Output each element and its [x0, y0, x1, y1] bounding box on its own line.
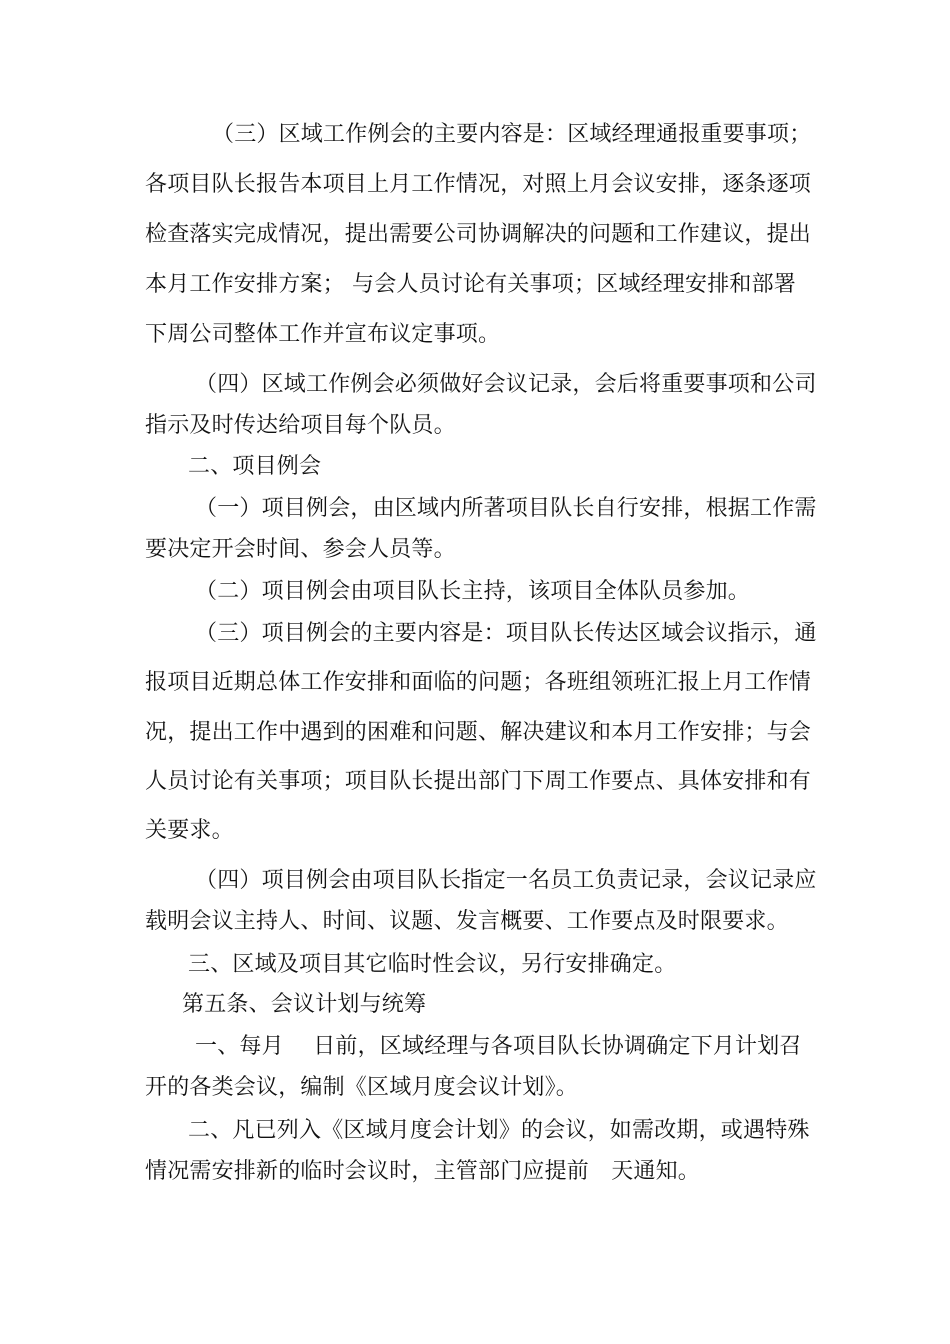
article-five-item-1-line-1: 一、每月 日前，区域经理与各项目队长协调确定下月计划召 [195, 1034, 802, 1059]
para-4-line-1: （四）区域工作例会必须做好会议记录，会后将重要事项和公司 [195, 372, 817, 397]
project-para-4-line-1: （四）项目例会由项目队长指定一名员工负责记录，会议记录应 [195, 868, 817, 893]
article-five-heading: 第五条、会议计划与统筹 [182, 992, 427, 1017]
para-3-line-3: 检查落实完成情况，提出需要公司协调解决的问题和工作建议，提出 [145, 222, 812, 247]
project-para-3-line-4: 人员讨论有关事项；项目队长提出部门下周工作要点、具体安排和有 [145, 769, 812, 794]
article-five-item-2-line-1: 二、凡已列入《区域月度会计划》的会议，如需改期，或遇特殊 [188, 1118, 810, 1143]
para-3-line-2: 各项目队长报告本项目上月工作情况，对照上月会议安排，逐条逐项 [145, 172, 812, 197]
section-heading-project-meeting: 二、项目例会 [188, 454, 322, 479]
project-para-3-line-1: （三）项目例会的主要内容是：项目队长传达区域会议指示，通 [195, 621, 817, 646]
para-3-line-5: 下周公司整体工作并宣布议定事项。 [145, 322, 501, 347]
project-para-1-line-2: 要决定开会时间、参会人员等。 [145, 537, 456, 562]
para-3-line-1: （三）区域工作例会的主要内容是：区域经理通报重要事项； [212, 122, 812, 147]
para-3-line-4: 本月工作安排方案； 与会人员讨论有关事项；区域经理安排和部署 [145, 272, 796, 297]
section-three-line: 三、区域及项目其它临时性会议，另行安排确定。 [188, 952, 677, 977]
project-para-2: （二）项目例会由项目队长主持，该项目全体队员参加。 [195, 579, 751, 604]
project-para-1-line-1: （一）项目例会，由区域内所著项目队长自行安排，根据工作需 [195, 496, 817, 521]
project-para-3-line-5: 关要求。 [145, 818, 234, 843]
project-para-3-line-3: 况，提出工作中遇到的困难和问题、解决建议和本月工作安排；与会 [145, 720, 812, 745]
project-para-4-line-2: 载明会议主持人、时间、议题、发言概要、工作要点及时限要求。 [145, 909, 789, 934]
para-4-line-2: 指示及时传达给项目每个队员。 [145, 413, 456, 438]
article-five-item-2-line-2: 情况需安排新的临时会议时，主管部门应提前 天通知。 [145, 1159, 701, 1184]
project-para-3-line-2: 报项目近期总体工作安排和面临的问题；各班组领班汇报上月工作情 [145, 670, 812, 695]
article-five-item-1-line-2: 开的各类会议，编制《区域月度会议计划》。 [145, 1075, 579, 1100]
